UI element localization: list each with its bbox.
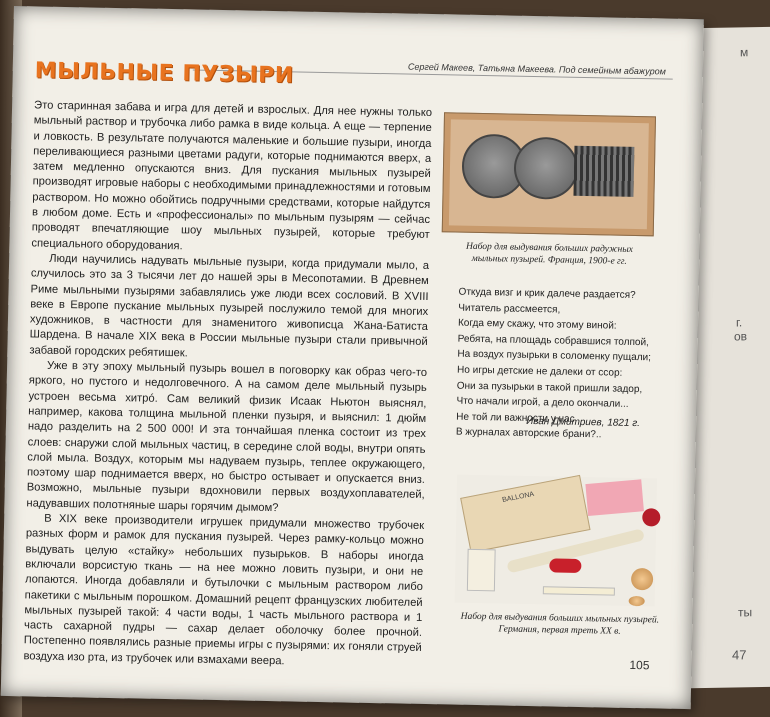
wire-frames [573, 146, 634, 197]
paragraph-4: В XIX веке производители игрушек придумали множество трубочек разных форм и рамок для пускания пузырей. Через рамку-кольцо можно выдувать целую «стайку» небольших пузырьков. В наборы иногда включали ворсистую ткань — на нее можно ловить пузыри, и они не лопаются. Иногда добавляли и бутылочки с мыльным раствором либо пакетики с мыльным порошком. Домашний рецепт французских любителей мыльных пузырей такой: 4 части воды, 1 часть мыльного раствора и 1 часть сахарной пудры — сахар делает оболочку более прочной. Постепенно появлялись разные приемы игры с пузырями: их гоняли струей воздуха изо рта, из трубочек или взмахами веера. [23, 512, 425, 668]
ballona-box [460, 475, 590, 553]
poem-line: На воздух пузырьки в соломенку пущали; [457, 348, 652, 364]
poem-line: Что начали игрой, а дело окончали... [456, 395, 629, 411]
pink-paper [585, 479, 644, 516]
poem-line: В журналах авторские брани?.. [455, 426, 602, 441]
under-page-header-fragment: м [740, 45, 749, 60]
paper-strip [543, 586, 615, 595]
photo-bubble-set-france [442, 112, 656, 236]
photo-bubble-set-germany [455, 475, 657, 607]
book-page [1, 6, 704, 709]
poem-line: Когда ему скажу, что этому виной: [457, 317, 617, 332]
paragraph-2: Люди научились надувать мыльные пузыри, когда придумали мыло, а случилось это за 3 тысячи лет до нашей эры в Месопотамии. В Древнем Риме мыльными пузырями забавлялись уже люди всех сословий. В XVIII веке в Европе пускание мыльных пузырей послужило темой для многих художников, в частности для знаменитого живописца Жана-Батиста Шардена. В начале XIX века в России мыльные пузыри стали привычной забавой городских ребятишек. [29, 252, 430, 360]
wooden-disc-1 [631, 568, 653, 590]
photo-caption-1: Набор для выдувания больших радужных мыльных пузырей. Франция, 1900-е гг. [465, 241, 633, 267]
box-label: BALLONA [501, 490, 535, 504]
poem-line: Читатель рассмеется, [458, 302, 561, 316]
under-page-fragment-3: ты [738, 605, 753, 620]
red-cap [642, 508, 660, 526]
red-pipe [549, 558, 581, 573]
running-header: Сергей Макеев, Татьяна Макеева. Под семейным абажуром [407, 61, 666, 77]
poem-author: Иван Дмитриев, 1821 г. [526, 415, 641, 430]
wooden-disc-2 [629, 596, 645, 606]
under-page-fragment-2: ов [734, 329, 748, 344]
instruction-card [467, 549, 496, 592]
poem-line: Ребята, на площадь собравшися толпой, [457, 333, 649, 349]
under-page-number: 47 [732, 647, 747, 663]
article-text [23, 98, 432, 672]
under-page-fragment-1: г. [736, 315, 743, 330]
poem-line: Не той ли важности у нас [456, 411, 575, 425]
poem-line: Но игры детские не далеки от ссор: [456, 364, 623, 379]
page-number: 105 [629, 657, 650, 673]
photo-caption-2: Набор для выдувания больших мыльных пузырей. Германия, первая треть XX в. [460, 611, 660, 637]
page-title: МЫЛЬНЫЕ ПУЗЫРИ [34, 58, 294, 89]
paragraph-3: Уже в эту эпоху мыльный пузырь вошел в поговорку как образ чего-то яркого, но пустого и недолговечного. А на самом деле мыльный пузырь устроен весьма хитрó. Сам великий физик Исаак Ньютон выяснял, например, какова толщина мыльной пленки пузыря, и выяснил: 1 дюйм надо разделить на 2 500 000! И эта тончайшая пленка состоит из трех слоев: снаружи слой мыльных частиц, в середине слой воды, внутри опять слой мыла. Воздух, которым мы надуваем пузырь, теплее окружающего, поэтому шар поднимается вверх, но быстро остывает и опускается вниз. Возможно, мыльные пузыри вдохновили первых воздухоплавателей, надувавших полотняные шары горячим дымом? [26, 359, 428, 514]
poem-line: Они за пузырьки в такой пришли задор, [456, 380, 643, 395]
paragraph-1: Это старинная забава и игра для детей и взрослых. Для нее нужны только мыльный раствор и трубочка либо рамка в виде кольца. А еще — терпение и ловкость. В результате получаются маленькие и большие пузыри, иногда переливающиеся разными цветами радуги, которые поднимаются вверх, а затем медленно опускаются вниз. Для пускания мыльных пузырей производят игровые наборы с необходимыми принадлежностями и готовым раствором. Но можно обойтись подручными средствами, которые найдутся в любом доме. Есть и «профессионалы» по мыльным пузырям — сейчас проводят впечатляющие шоу мыльных пузырей, которые требуют специального оборудования. [31, 99, 433, 252]
poem-line: Откуда визг и крик далече раздается? [458, 286, 636, 301]
